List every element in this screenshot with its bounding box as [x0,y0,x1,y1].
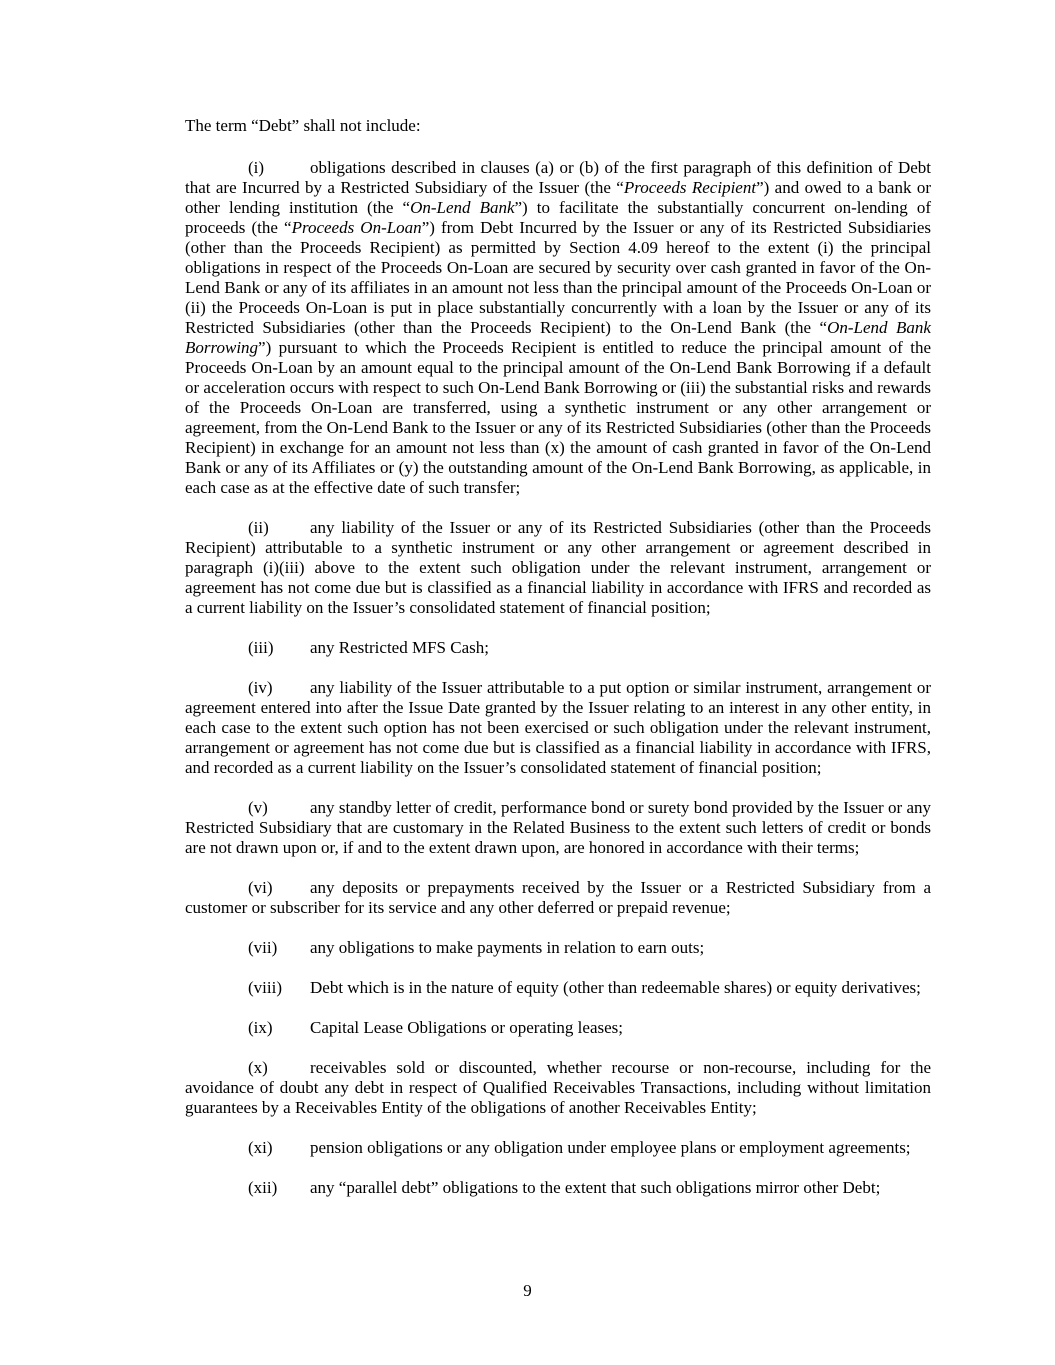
clause-text: ”) pursuant to which the Proceeds Recipient is entitled to reduce the principal amount of the Proceeds On-Loan by an amount equal to the principal amount of the On-Lend Bank Borrowing if a default or acceleration occurs with respect to such On-Lend Bank Borrowing or (iii) the substantial risks and rewards of the Proceeds On-Loan are transferred, using a synthetic instrument or any other arrangement or agreement, from the On-Lend Bank to the Issuer or any of its Restricted Subsidiaries (other than the Proceeds Recipient) in exchange for an amount not less than (x) the amount of cash granted in favor of the On-Lend Bank or any of its Affiliates or (y) the outstanding amount of the On-Lend Bank Borrowing, as applicable, in each case as at the effective date of such transfer; [185,338,931,497]
clause-text: any liability of the Issuer or any of its Restricted Subsidiaries (other than the Proceeds Recipient) attributable to a synthetic instrument or any other arrangement or agreement described in paragraph (i)(iii) above to the extent such obligation under the relevant instrument, arrangement or agreement has not come due but is classified as a financial liability in accordance with IFRS and recorded as a current liability on the Issuer’s consolidated statement of financial position; [185,518,931,617]
clause-label: (x) [248,1058,268,1077]
document-content [185,116,931,1218]
clause-paragraph [185,518,931,618]
clause-paragraph [185,678,931,778]
clause-paragraph [185,638,931,658]
clause-label: (iii) [248,638,274,657]
clause-text: any liability of the Issuer attributable to a put option or similar instrument, arrangement or agreement entered into after the Issue Date granted by the Issuer relating to an interest in any other entity, in each case to the extent such option has not been exercised or such obligation under the relevant instrument, arrangement or agreement has not come due but is classified as a financial liability in accordance with IFRS, and recorded as a current liability on the Issuer’s consolidated statement of financial position; [185,678,931,777]
defined-term: On-Lend Bank Borrowing [185,318,931,357]
clause-label: (i) [248,158,265,177]
clause-label: (vii) [248,938,278,957]
clause-text: any standby letter of credit, performance bond or surety bond provided by the Issuer or any Restricted Subsidiary that are customary in the Related Business to the extent such letters of credit or bonds are not drawn upon or, if and to the extent drawn upon, are honored in accordance with their terms; [185,798,931,857]
clause-text: receivables sold or discounted, whether recourse or non-recourse, including for the avoidance of doubt any debt in respect of Qualified Receivables Transactions, including without limitation guarantees by a Receivables Entity of the obligations of another Receivables Entity; [185,1058,931,1117]
defined-term: Proceeds On-Loan [291,218,422,237]
clause-label: (ii) [248,518,269,537]
clause-text: Debt which is in the nature of equity (other than redeemable shares) or equity derivatives; [310,978,921,997]
intro-paragraph: The term “Debt” shall not include: [185,116,421,135]
clause-label: (ix) [248,1018,273,1037]
clause-paragraph [185,878,931,918]
defined-term: Proceeds Recipient [623,178,757,197]
clause-label: (xi) [248,1138,273,1157]
page-number: 9 [523,1281,532,1300]
clause-label: (vi) [248,878,273,897]
clause-paragraph [185,1138,931,1158]
clause-text: ”) and owed to a bank or other lending institution (the “ [185,178,931,217]
clause-text: any “parallel debt” obligations to the extent that such obligations mirror other Debt; [310,1178,881,1197]
clause-text: ”) to facilitate the substantially concurrent on-lending of proceeds (the “ [185,198,931,237]
clause-paragraph [185,798,931,858]
clause-text: any Restricted MFS Cash; [310,638,489,657]
clause-label: (xii) [248,1178,278,1197]
clause-text: any obligations to make payments in relation to earn outs; [310,938,705,957]
clause-list [185,158,931,1198]
clause-paragraph [185,938,931,958]
clause-paragraph [185,1058,931,1118]
clause-paragraph [185,1178,931,1198]
clause-text: any deposits or prepayments received by the Issuer or a Restricted Subsidiary from a customer or subscriber for its service and any other deferred or prepaid revenue; [185,878,931,917]
clause-text: obligations described in clauses (a) or (b) of the first paragraph of this definition of Debt that are Incurred by a Restricted Subsidiary of the Issuer (the “ [185,158,931,197]
clause-paragraph [185,978,931,998]
clause-paragraph [185,158,931,498]
clause-text: ”) from Debt Incurred by the Issuer or any of its Restricted Subsidiaries (other than the Proceeds Recipient) as permitted by Section 4.09 hereof to the extent (i) the principal obligations in respect of the Proceeds On-Loan are secured by security over cash granted in favor of the On-Lend Bank or any of its affiliates in an amount not less than the principal amount of the Proceeds On-Loan or (ii) the Proceeds On-Loan is put in place substantially concurrently with a loan by the Issuer or any of its Restricted Subsidiaries (other than the Proceeds Recipient) to the On-Lend Bank (the “ [185,218,931,337]
clause-label: (v) [248,798,268,817]
clause-label: (iv) [248,678,273,697]
clause-text: Capital Lease Obligations or operating leases; [310,1018,623,1037]
clause-text: pension obligations or any obligation under employee plans or employment agreements; [310,1138,911,1157]
defined-term: On-Lend Bank [410,198,515,217]
clause-paragraph [185,1018,931,1038]
clause-label: (viii) [248,978,282,997]
